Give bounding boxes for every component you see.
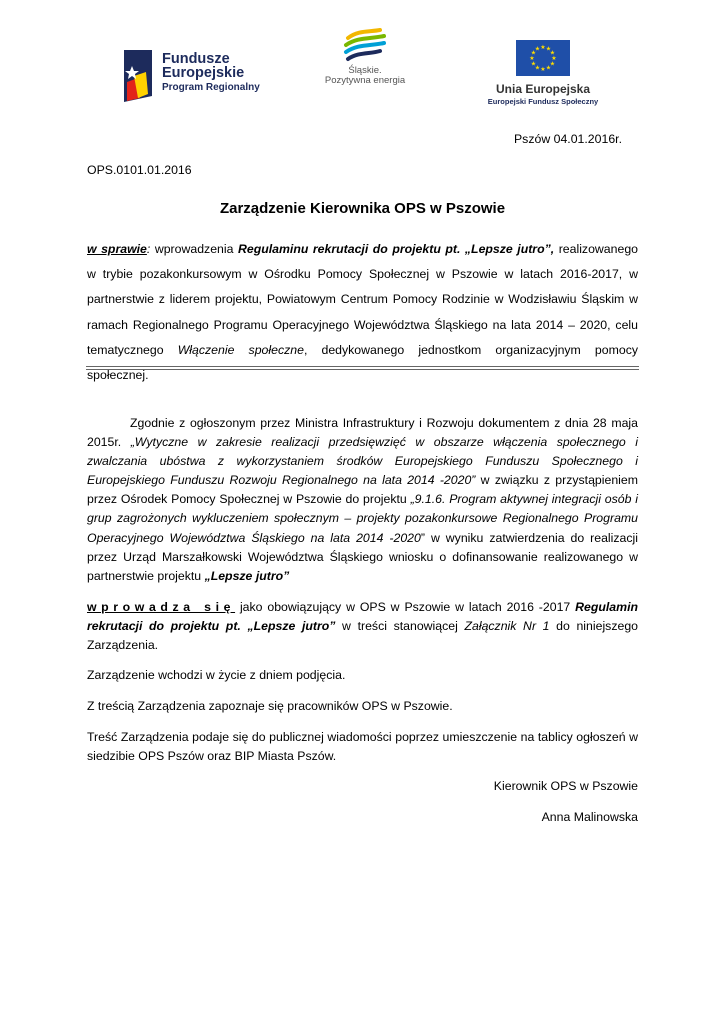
eu-star-icon: ★ (549, 61, 556, 68)
slaskie-logo-line1: Śląskie. (348, 65, 382, 76)
para1-project-name: „Lepsze jutro” (204, 568, 290, 583)
eu-logo-line2: Europejski Fundusz Społeczny (487, 97, 599, 106)
body-paragraph-4: Z treścią Zarządzenia zapoznaje się pracowników OPS w Pszowie. (87, 699, 453, 713)
subject-text-3: , dedykowanego jednostkom organizacyjnym pomocy społecznej. (87, 342, 638, 383)
para1-text-a: Zgodnie z ogłoszonym przez Ministra Infrastruktury i Rozwoju dokumentem z dnia 28 maja 2015r. (87, 416, 638, 450)
eu-star-icon: ★ (529, 56, 535, 62)
fundusze-europejskie-logo (118, 46, 263, 106)
body-paragraph-1 (87, 414, 638, 586)
slaskie-waves-icon (340, 28, 390, 66)
para2-text-b: jako obowiązujący w OPS w Pszowie w latach 2016 -2017 (235, 600, 576, 614)
subject-text-1: wprowadzenia (150, 242, 238, 256)
signature-name: Anna Malinowska (541, 810, 638, 824)
subject-colon: : (146, 242, 151, 256)
eu-star-icon: ★ (530, 50, 537, 57)
subject-regulation-title: Regulaminu rekrutacji do projektu pt. „Lepsze jutro”, (237, 242, 555, 256)
para2-introduces: wprowadza się (87, 600, 236, 614)
body-paragraph-2 (87, 598, 638, 655)
para1-program-title: „9.1.6. Program aktywnej integracji osób i grup zagrożonych wykluczeniem społecznym – projekty pozakonkursowe Regionalnego Programu Operacyjnego Województwa Śląskiego na lata 2014 -2020 (87, 492, 638, 545)
para2-text-d: w treści stanowiącej (335, 619, 465, 634)
eu-star-icon: ★ (534, 65, 541, 72)
body-paragraph-3: Zarządzenie wchodzi w życie z dniem podjęcia. (87, 668, 346, 682)
eu-star-icon: ★ (540, 45, 546, 51)
reference-number: OPS.0101.01.2016 (87, 163, 192, 177)
eu-logo-line1: Unia Europejska (495, 82, 591, 96)
eu-star-icon: ★ (545, 65, 552, 72)
eu-star-icon: ★ (540, 67, 546, 73)
eu-star-icon: ★ (549, 50, 556, 57)
body-paragraph-5: Treść Zarządzenia podaje się do publicznej wiadomości poprzez umieszczenie na tablicy ogłoszeń w siedzibie OPS Pszów oraz BIP Miasta Pszów. (87, 730, 638, 764)
signature-role: Kierownik OPS w Pszowie (493, 779, 638, 793)
place-and-date: Pszów 04.01.2016r. (513, 132, 622, 146)
eu-star-icon: ★ (545, 46, 552, 53)
para1-text-c: w związku z przystąpieniem przez Ośrodek Pomocy Społecznej w Pszowie do projektu (87, 473, 638, 507)
subject-label: w sprawie (87, 242, 147, 256)
eu-star-icon: ★ (530, 61, 537, 68)
fe-logo-line3: Program Regionalny (162, 82, 260, 93)
fe-logo-line2: Europejskie (162, 65, 245, 81)
eu-logo (478, 40, 608, 112)
para2-text-f: do niniejszego Zarządzenia. (87, 619, 638, 653)
eu-flag-icon (516, 40, 570, 76)
separator-line (86, 369, 639, 370)
fe-logo-line1: Fundusze (162, 51, 230, 67)
document-title: Zarządzenie Kierownika OPS w Pszowie (219, 200, 506, 217)
slaskie-logo-line2: Pozytywna energia (324, 75, 406, 86)
eu-star-icon: ★ (534, 46, 541, 53)
fe-star-flag-icon (118, 46, 158, 104)
para1-text-e: ” w wyniku zatwierdzenia do realizacji przez Urząd Marszałkowski Województwa Śląskiego wniosku o dofinansowanie realizowanego w partnerstwie projektu (87, 530, 638, 583)
para2-attachment: Załącznik Nr 1 (464, 619, 550, 634)
subject-text-2: realizowanego w trybie pozakonkursowym w Ośrodku Pomocy Społecznej w Pszowie w latach 2016-2017, w partnerstwie z liderem projektu, Powiatowym Centrum Pomocy Rodzinie w Wodzisławiu Śląskim w ramach Regionalnego Programu Operacyjnego Województwa Śląskiego na lata 2014 – 2020, celu tematycznego (87, 242, 638, 357)
separator-line (86, 366, 639, 367)
para1-guidelines-title: „Wytyczne w zakresie realizacji przedsięwzięć w obszarze włączenia społecznego i zwalczania ubóstwa z wykorzystaniem środków Europejskiego Funduszu Społecznego i Europejskiego Funduszu Rozwoju Regionalnego na lata 2014 -2020” (87, 435, 638, 488)
subject-thematic-goal: Włączenie społeczne (177, 342, 304, 357)
eu-star-icon: ★ (551, 56, 557, 62)
para2-regulation-title: Regulamin rekrutacji do projektu pt. „Lepsze jutro” (87, 600, 639, 634)
slaskie-logo (320, 28, 410, 98)
